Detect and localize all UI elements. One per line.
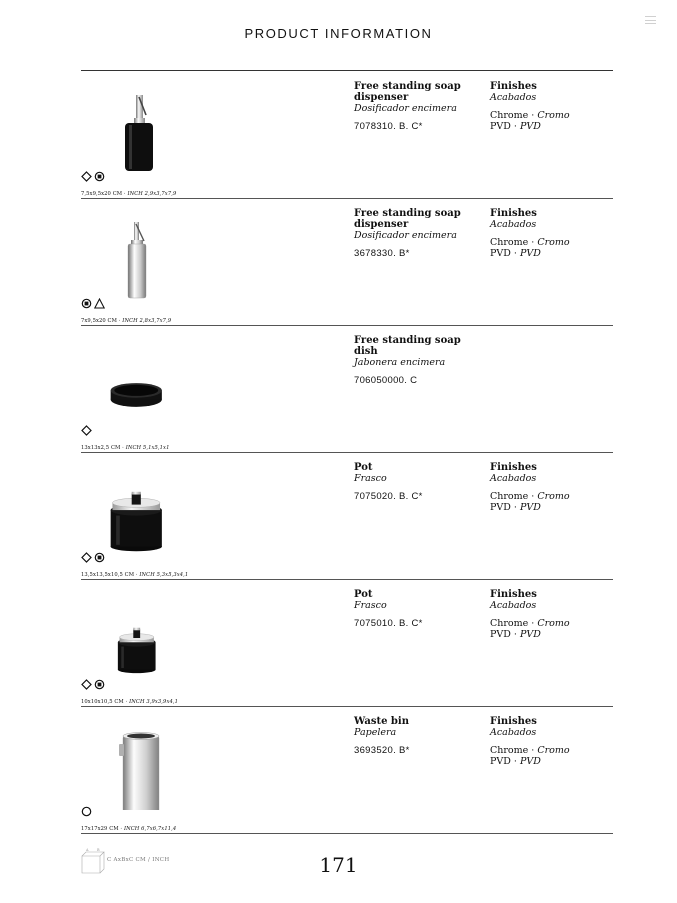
product-name: Free standing soap dispenser [354,208,461,230]
finishes-label-es: Acabados [490,473,537,484]
product-code: 7075020. B. C* [354,491,423,502]
page-number: 171 [319,853,358,877]
symbols [81,806,92,817]
product-row [81,579,613,707]
dimensions: 13x13x2,5 CM · INCH 5,1x5,1x1 [81,445,170,451]
dot-circle-icon [94,171,105,182]
finishes-list: Chrome · Cromo PVD · PVD [490,618,570,640]
finishes-label: Finishes [490,208,537,219]
pot-large-image [107,466,171,556]
page-title: PRODUCT INFORMATION [244,26,433,41]
symbols [81,171,105,182]
finishes-label-es: Acabados [490,727,537,738]
product-code: 706050000. C [354,375,418,386]
product-row [81,71,613,199]
product-name-es: Dosificador encimera [354,103,457,114]
product-name-es: Frasco [354,600,387,611]
product-code: 7078310. B. C* [354,121,423,132]
box-label-b: B [97,848,100,852]
menu-icon[interactable] [645,16,656,27]
finishes-label-es: Acabados [490,600,537,611]
dimensions: 10x10x10,5 CM · INCH 3,9x3,9x4,1 [81,699,179,705]
dimensions: 17x17x29 CM · INCH 6,7x6,7x11,4 [81,826,177,832]
product-name-es: Frasco [354,473,387,484]
dot-circle-icon [94,552,105,563]
finishes-label: Finishes [490,462,537,473]
dimensions: 7,5x9,5x20 CM · INCH 2,9x3,7x7,9 [81,191,177,197]
box-label-a: A [86,848,89,852]
diamond-icon [81,425,92,436]
waste-bin-image [101,720,171,810]
product-code: 7075010. B. C* [354,618,423,629]
soap-dispenser-black-image [101,85,171,175]
pot-small-image [111,593,171,683]
triangle-icon [94,298,105,309]
product-name: Free standing soap dispenser [354,81,461,103]
finishes-list: Chrome · Cromo PVD · PVD [490,237,570,259]
symbols [81,425,92,436]
product-name-es: Papelera [354,727,397,738]
dot-circle-icon [81,298,92,309]
finishes-list: Chrome · Cromo PVD · PVD [490,110,570,132]
product-row [81,452,613,580]
product-code: 3693520. B* [354,745,410,756]
diamond-icon [81,171,92,182]
product-name: Waste bin [354,716,409,727]
diamond-icon [81,679,92,690]
diamond-icon [81,552,92,563]
dimension-legend: C AxBxC CM / INCH [107,857,170,863]
finishes-list: Chrome · Cromo PVD · PVD [490,491,570,513]
dimensions: 13,5x13,5x10,5 CM · INCH 5,3x5,3x4,1 [81,572,189,578]
product-name: Pot [354,462,373,473]
product-name: Pot [354,589,373,600]
soap-dish-image [107,339,171,429]
finishes-label-es: Acabados [490,219,537,230]
symbols [81,552,105,563]
product-row [81,325,613,453]
product-row [81,706,613,834]
dot-circle-icon [94,679,105,690]
product-name-es: Dosificador encimera [354,230,457,241]
product-row [81,198,613,326]
dimensions: 7x9,5x20 CM · INCH 2,8x3,7x7,9 [81,318,172,324]
symbols [81,298,105,309]
finishes-list: Chrome · Cromo PVD · PVD [490,745,570,767]
finishes-label: Finishes [490,589,537,600]
finishes-label-es: Acabados [490,92,537,103]
product-name: Free standing soap dish [354,335,461,357]
finishes-label: Finishes [490,716,537,727]
circle-icon [81,806,92,817]
soap-dispenser-chrome-image [101,212,171,302]
finishes-label: Finishes [490,81,537,92]
symbols [81,679,105,690]
product-code: 3678330. B* [354,248,410,259]
product-name-es: Jabonera encimera [354,357,446,368]
